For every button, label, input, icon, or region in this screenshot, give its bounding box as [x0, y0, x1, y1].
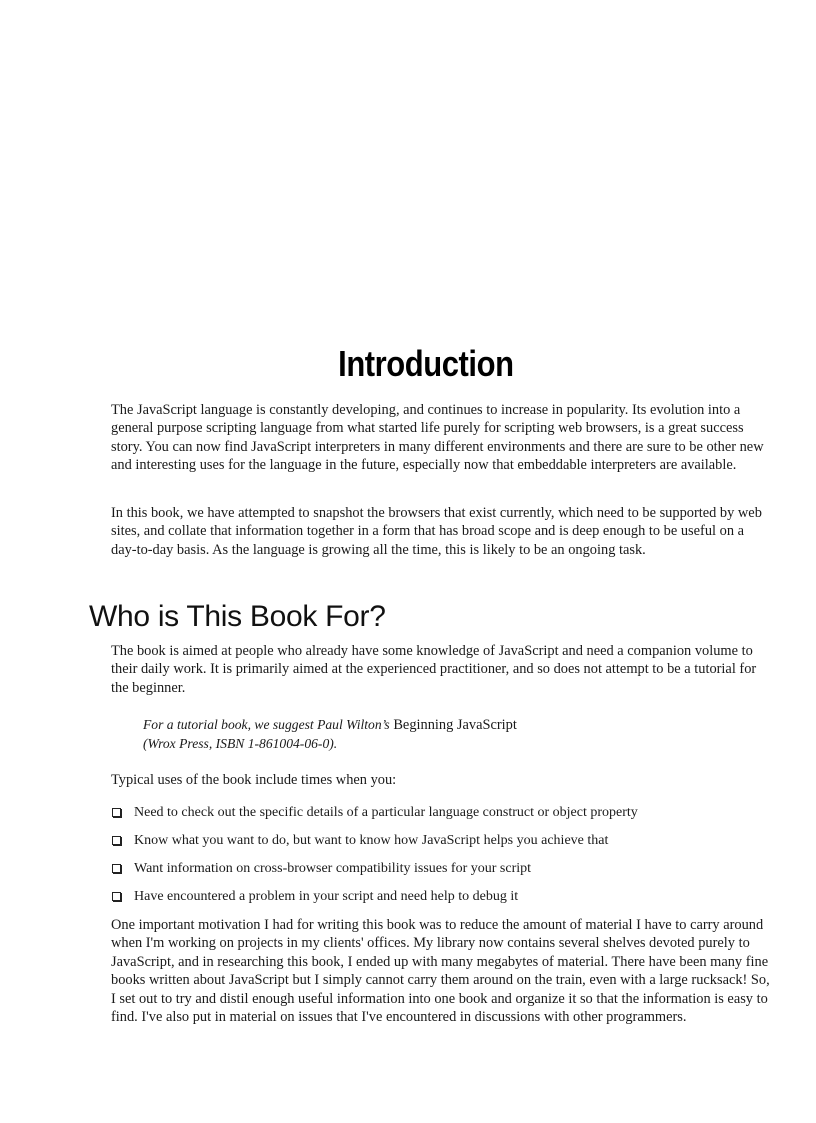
- tutorial-note: [143, 716, 743, 753]
- note-prefix: For a tutorial book, we suggest Paul Wilton’s: [143, 717, 390, 732]
- list-item: [111, 888, 771, 916]
- checkbox-bullet-icon: [112, 864, 121, 873]
- intro-paragraph-2: In this book, we have attempted to snapshot the browsers that exist currently, which need to be supported by web sites, and collate that information together in a form that has broad scope and is deep enough to be useful on a day-to-day basis. As the language is growing all the time, this is likely to be an ongoing task.: [111, 505, 762, 558]
- checkbox-bullet-icon: [112, 808, 121, 817]
- list-item-text: Know what you want to do, but want to know how JavaScript helps you achieve that: [134, 833, 609, 848]
- checkbox-bullet-icon: [112, 892, 121, 901]
- intro-paragraph-1: The JavaScript language is constantly developing, and continues to increase in popularity. Its evolution into a general purpose scripting language from what started life purely for scripting web browsers, is a great success story. You can now find JavaScript interpreters in many different environments and there are sure to be other new and interesting uses for the language in the future, especially now that embeddable interpreters are available.: [111, 402, 764, 474]
- chapter-title: Introduction: [338, 343, 514, 384]
- list-item: [111, 804, 771, 832]
- list-item: [111, 860, 771, 888]
- uses-intro: Typical uses of the book include times when you:: [111, 772, 397, 788]
- motivation-paragraph: One important motivation I had for writing this book was to reduce the amount of material I have to carry around when I'm working on projects in my clients' offices. My library now contains several shelves devoted purely to JavaScript, and in researching this book, I ended up with many megabytes of material. There have been many fine books written about JavaScript but I simply cannot carry them around on the train, even with a large rucksack! So, I set out to try and distil enough useful information into one book and organize it so that the information is easy to find. I've also put in material on issues that I've encountered in discussions with other programmers.: [111, 917, 770, 1026]
- note-book-title: Beginning JavaScript: [393, 717, 517, 733]
- uses-list: [111, 804, 771, 916]
- section-title: Who is This Book For?: [89, 600, 386, 633]
- list-item-text: Need to check out the specific details of a particular language construct or object property: [134, 805, 638, 820]
- checkbox-bullet-icon: [112, 836, 121, 845]
- list-item: [111, 832, 771, 860]
- list-item-text: Want information on cross-browser compatibility issues for your script: [134, 861, 532, 876]
- note-publisher: (Wrox Press, ISBN 1-861004-06-0).: [143, 735, 338, 751]
- list-item-text: Have encountered a problem in your script and need help to debug it: [134, 889, 519, 904]
- audience-paragraph: The book is aimed at people who already have some knowledge of JavaScript and need a companion volume to their daily work. It is primarily aimed at the experienced practitioner, and so does not attempt to be a tutorial for the beginner.: [111, 643, 757, 696]
